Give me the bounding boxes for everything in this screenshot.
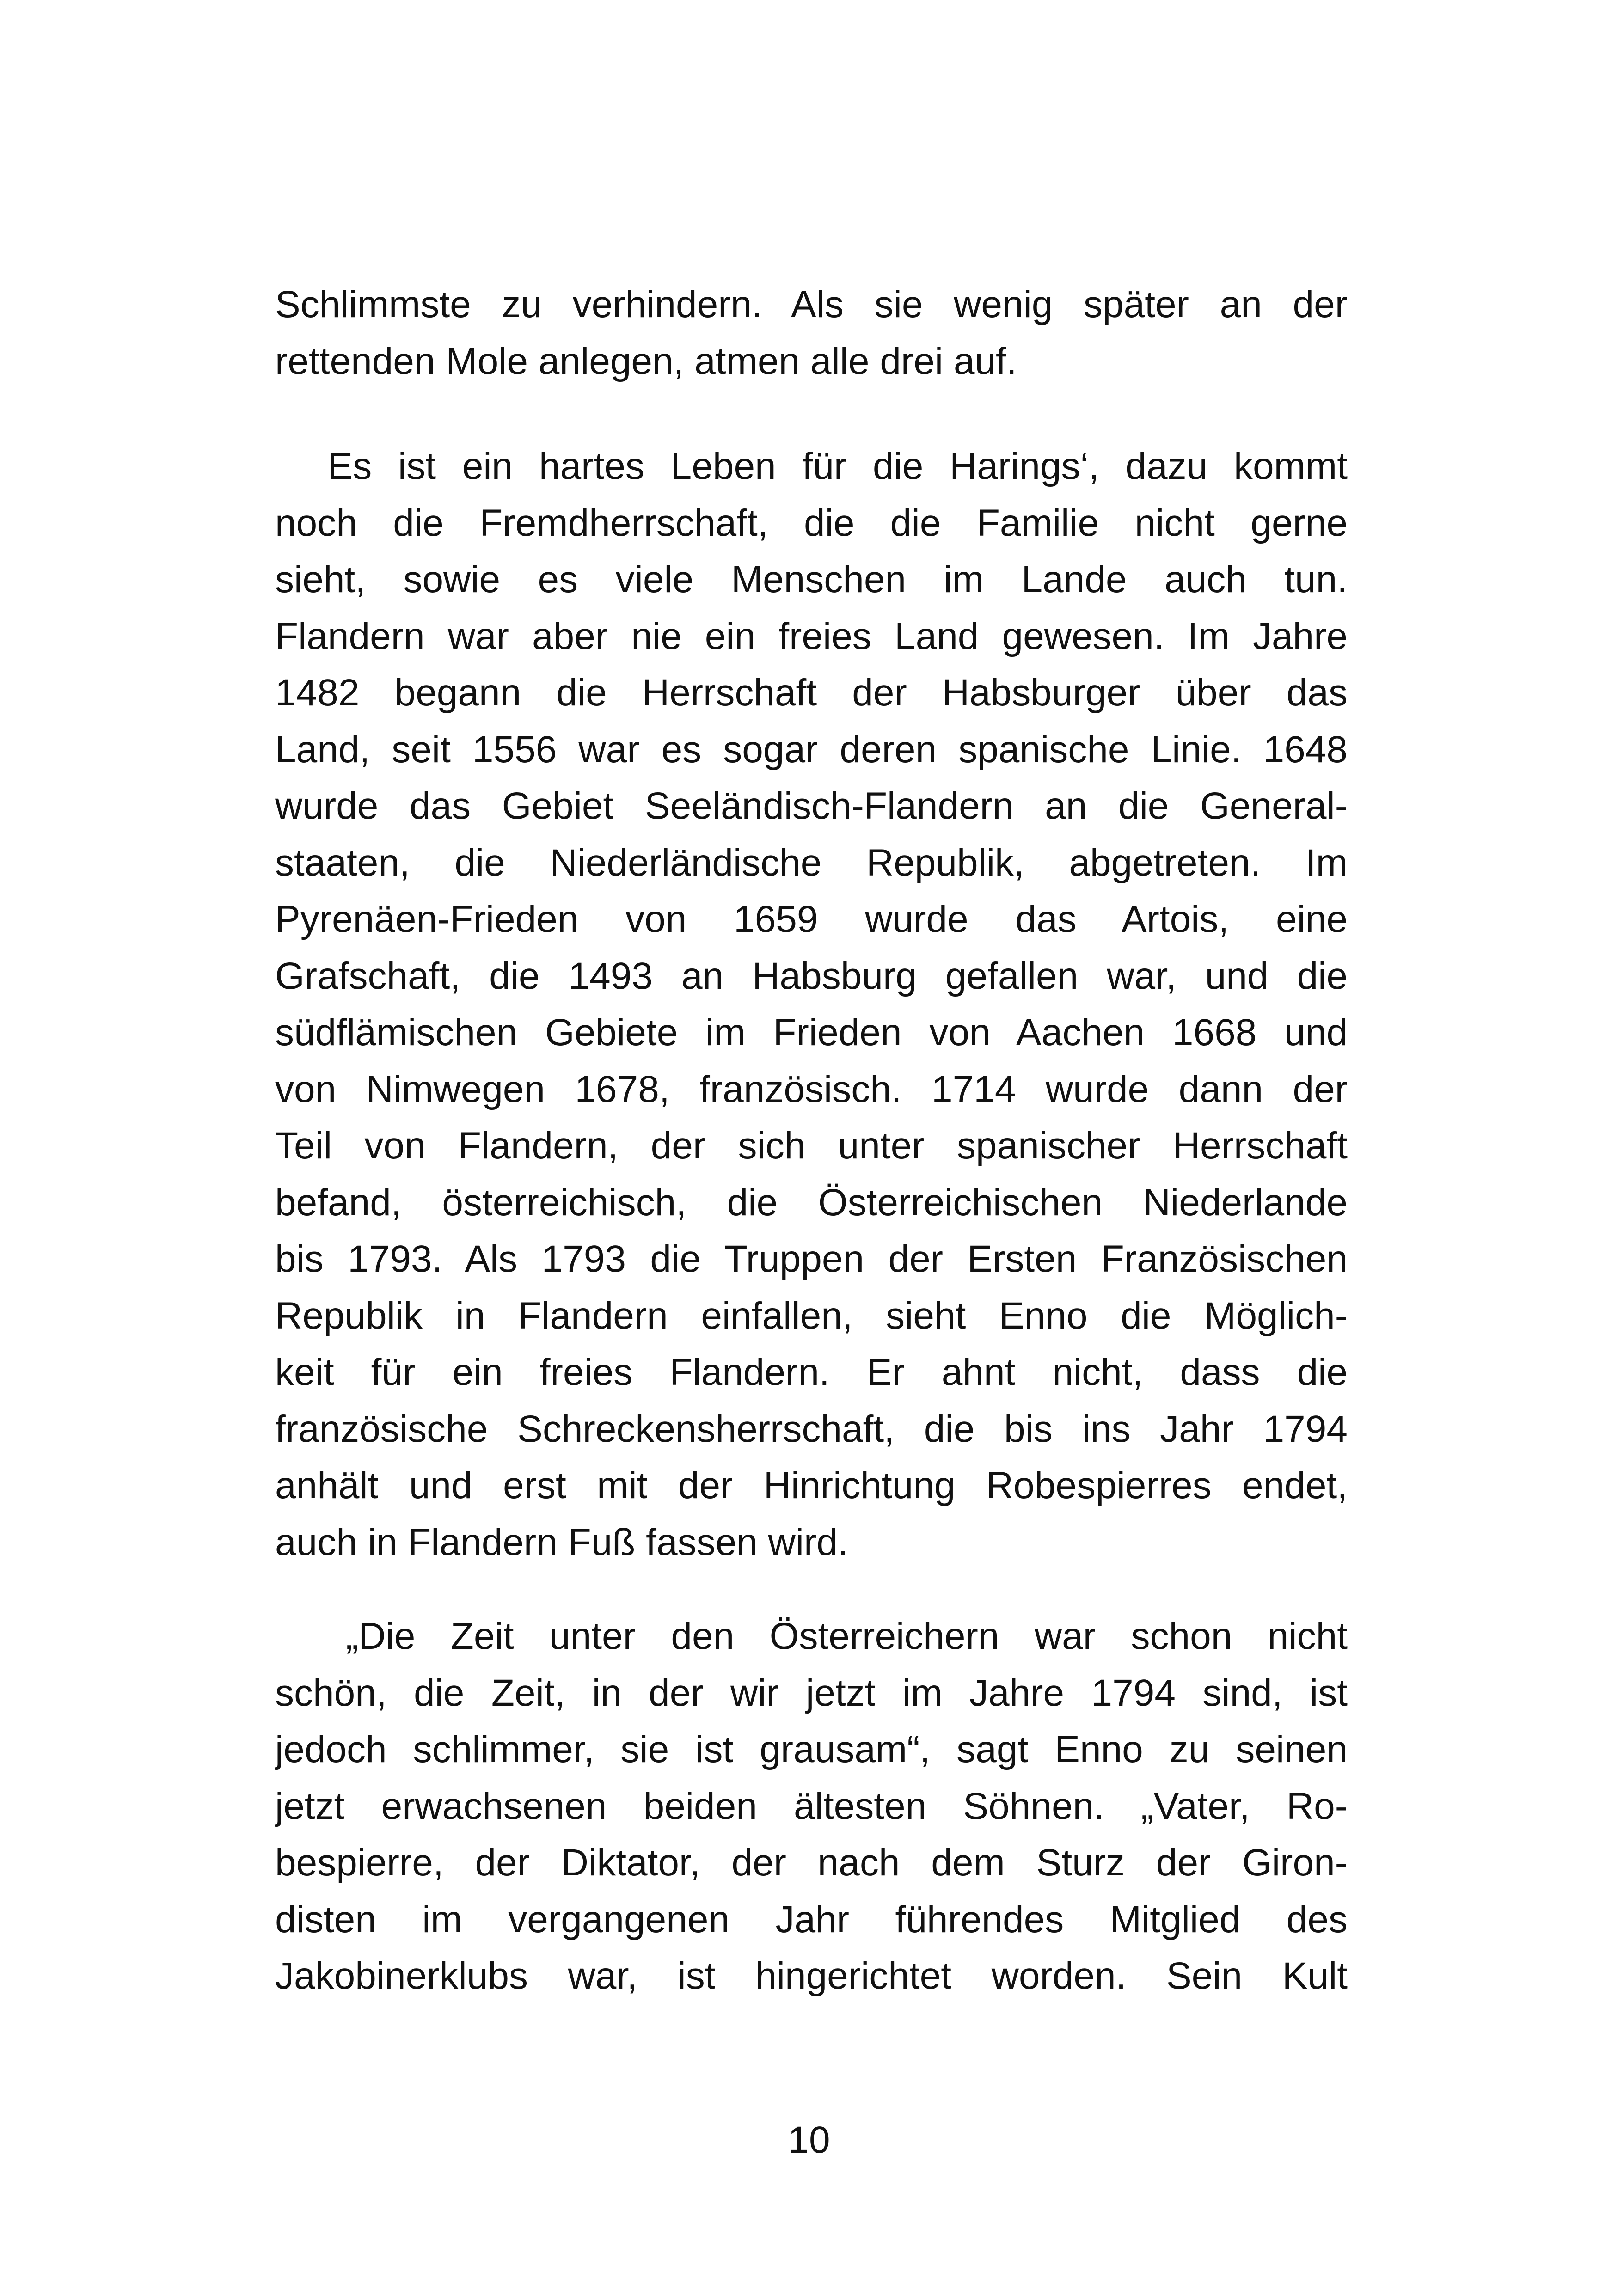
text-line: bespierre, der Diktator, der nach dem Sturz der Giron- xyxy=(275,1842,1348,1884)
text-line: 1482 begann die Herrschaft der Habsburger über das xyxy=(275,672,1348,714)
text-line: rettenden Mole anlegen, atmen alle drei auf. xyxy=(275,340,1017,382)
text-line: französische Schreckensherrschaft, die bis ins Jahr 1794 xyxy=(275,1408,1348,1450)
text-line: staaten, die Niederländische Republik, abgetreten. Im xyxy=(275,841,1348,884)
text-line: Flandern war aber nie ein freies Land gewesen. Im Jahre xyxy=(275,615,1348,657)
text-line: befand, österreichisch, die Österreichischen Niederlande xyxy=(275,1181,1348,1224)
text-line: Grafschaft, die 1493 an Habsburg gefallen war, und die xyxy=(275,955,1348,997)
text-line: auch in Flandern Fuß fassen wird. xyxy=(275,1521,848,1563)
text-line: Republik in Flandern einfallen, sieht Enno die Möglich- xyxy=(275,1294,1348,1337)
text-line: jetzt erwachsenen beiden ältesten Söhnen. „Vater, Ro- xyxy=(275,1785,1348,1827)
text-line: anhält und erst mit der Hinrichtung Robespierres endet, xyxy=(275,1464,1348,1506)
text-line: Land, seit 1556 war es sogar deren spanische Linie. 1648 xyxy=(275,728,1348,771)
text-line: von Nimwegen 1678, französisch. 1714 wurde dann der xyxy=(275,1068,1348,1110)
paragraph-1 xyxy=(275,276,1348,390)
text-line: Teil von Flandern, der sich unter spanischer Herrschaft xyxy=(275,1125,1348,1167)
text-line: schön, die Zeit, in der wir jetzt im Jahre 1794 sind, ist xyxy=(275,1671,1348,1714)
text-line: wurde das Gebiet Seeländisch-Flandern an die General- xyxy=(275,785,1348,827)
page-number: 10 xyxy=(788,2119,830,2161)
text-line: bis 1793. Als 1793 die Truppen der Ersten Französischen xyxy=(275,1238,1348,1280)
text-line: sieht, sowie es viele Menschen im Lande auch tun. xyxy=(275,558,1348,600)
text-line: südflämischen Gebiete im Frieden von Aachen 1668 und xyxy=(275,1011,1348,1053)
text-line: Schlimmste zu verhindern. Als sie wenig später an der xyxy=(275,283,1348,325)
text-line: jedoch schlimmer, sie ist grausam“, sagt Enno zu seinen xyxy=(275,1728,1348,1770)
paragraph-2 xyxy=(275,438,1348,1571)
text-line: Es ist ein hartes Leben für die Harings‘, dazu kommt xyxy=(275,445,1348,487)
text-line: „Die Zeit unter den Österreichern war schon nicht xyxy=(275,1615,1348,1657)
text-line: keit für ein freies Flandern. Er ahnt nicht, dass die xyxy=(275,1351,1348,1393)
text-line: Pyrenäen-Frieden von 1659 wurde das Artois, eine xyxy=(275,898,1348,940)
text-line: noch die Fremdherrschaft, die die Familie nicht gerne xyxy=(275,502,1348,544)
text-line: Jakobinerklubs war, ist hingerichtet worden. Sein Kult xyxy=(275,1955,1348,1997)
paragraph-3 xyxy=(275,1608,1348,2005)
text-line: disten im vergangenen Jahr führendes Mitglied des xyxy=(275,1898,1348,1941)
